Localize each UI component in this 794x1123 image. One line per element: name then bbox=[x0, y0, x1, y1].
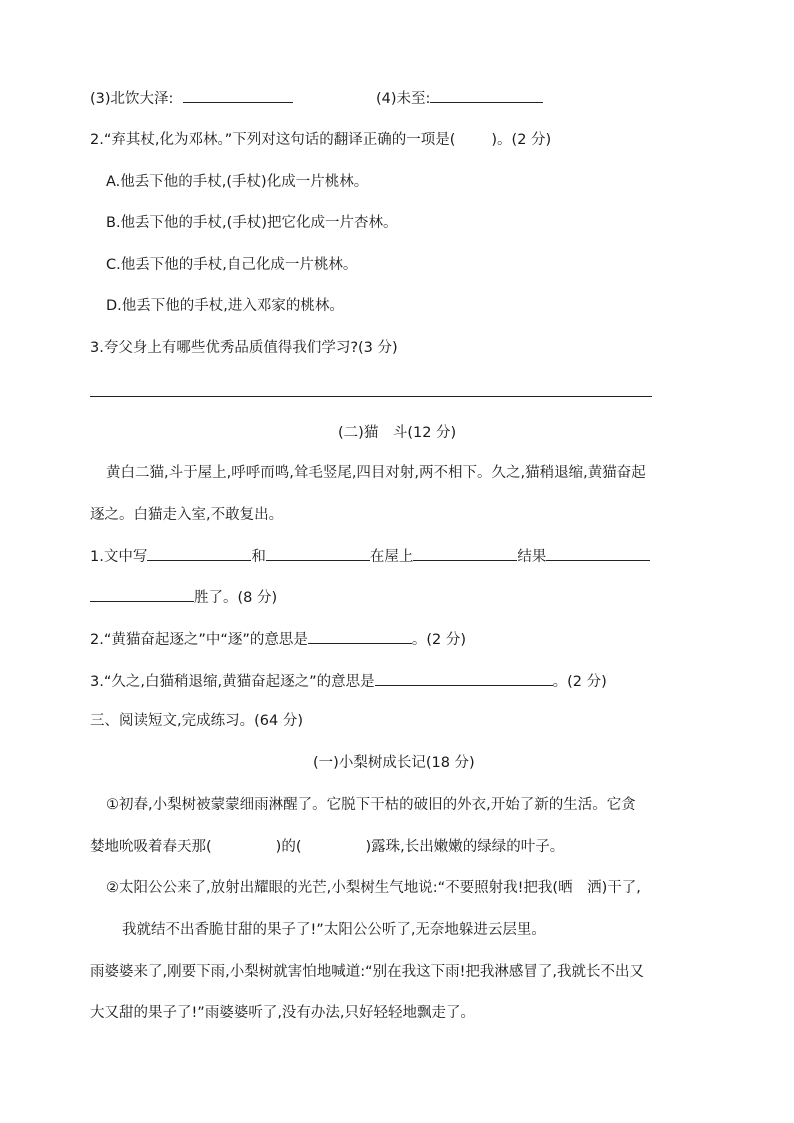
passage2-q1-blank3[interactable] bbox=[413, 546, 517, 561]
passage2-q1-part2: 和 bbox=[251, 549, 266, 565]
passage2-q1-cont bbox=[90, 587, 277, 608]
passage2-q3-blank[interactable] bbox=[375, 671, 553, 686]
passage2-q3 bbox=[90, 671, 607, 692]
section3-p1-line2 bbox=[90, 837, 564, 857]
passage2-q1 bbox=[90, 546, 650, 567]
passage2-q3-end: 。(2 分) bbox=[552, 674, 607, 690]
passage2-q1-blank1[interactable] bbox=[147, 546, 251, 561]
q1-item4-blank[interactable] bbox=[430, 88, 543, 103]
section3-p2-line2: 我就结不出香脆甘甜的果子了!”太阳公公听了,无奈地躲进云层里。 bbox=[122, 922, 546, 938]
section3-p1-part2: )的( bbox=[275, 839, 302, 855]
section3-heading: 三、阅读短文,完成练习。(64 分) bbox=[90, 713, 303, 729]
q2-option-b: B.他丢下他的手杖,(手杖)把它化成一片杏林。 bbox=[106, 215, 398, 231]
section3-p2-line1: ②太阳公公来了,放射出耀眼的光芒,小梨树生气地说:“不要照射我!把我(晒 洒)干了, bbox=[106, 880, 641, 896]
passage2-text-line1: 黄白二猫,斗于屋上,呼呼而鸣,耸毛竖尾,四目对射,两不相下。久之,猫稍退缩,黄猫奋起 bbox=[106, 465, 646, 481]
q2-option-a: A.他丢下他的手杖,(手杖)化成一片桃林。 bbox=[106, 174, 369, 190]
passage2-q1-part5: 胜了。(8 分) bbox=[194, 590, 278, 606]
section3-passage-title: (一)小梨树成长记(18 分) bbox=[313, 755, 475, 771]
section3-p1-line1: ①初春,小梨树被蒙蒙细雨淋醒了。它脱下干枯的破旧的外衣,开始了新的生活。它贪 bbox=[106, 797, 636, 813]
q2-stem bbox=[90, 130, 551, 150]
passage2-q1-blank2[interactable] bbox=[266, 546, 370, 561]
q3-stem: 3.夸父身上有哪些优秀品质值得我们学习?(3 分) bbox=[90, 340, 398, 356]
passage2-q1-part1: 1.文中写 bbox=[90, 549, 148, 565]
q1-item3-label: (3)北饮大泽: bbox=[90, 91, 174, 107]
passage2-q2-blank[interactable] bbox=[308, 629, 412, 644]
q2-option-d: D.他丢下他的手杖,进入邓家的桃林。 bbox=[106, 298, 344, 314]
passage2-q2 bbox=[90, 629, 466, 650]
passage2-q2-end: 。(2 分) bbox=[411, 632, 467, 648]
section3-p1-part3: )露珠,长出嫩嫩的绿绿的叶子。 bbox=[365, 839, 565, 855]
passage2-q1-part3: 在屋上 bbox=[369, 549, 414, 565]
section3-p3-line1: 雨婆婆来了,刚要下雨,小梨树就害怕地喊道:“别在我这下雨!把我淋感冒了,我就长不出又 bbox=[90, 964, 645, 980]
section3-p1-part1: 婪地吮吸着春天那( bbox=[90, 839, 212, 855]
q3-answer-line[interactable] bbox=[90, 396, 652, 397]
passage2-text-line2: 逐之。白猫走入室,不敢复出。 bbox=[90, 507, 284, 523]
passage2-q1-blank5[interactable] bbox=[90, 587, 194, 602]
q2-stem-start: 2.“弃其杖,化为邓林。”下列对这句话的翻译正确的一项是( bbox=[90, 132, 456, 148]
passage2-q3-stem: 3.“久之,白猫稍退缩,黄猫奋起逐之”的意思是 bbox=[90, 674, 375, 690]
q1-item3-blank[interactable] bbox=[183, 88, 293, 103]
q1-item4-label: (4)未至: bbox=[376, 91, 431, 107]
passage2-q1-part4: 结果 bbox=[517, 549, 547, 565]
q1-item3 bbox=[90, 88, 293, 109]
q1-item4 bbox=[376, 88, 543, 109]
q2-stem-end: )。(2 分) bbox=[491, 132, 552, 148]
section3-p3-line2: 大又甜的果子了!”雨婆婆听了,没有办法,只好轻轻地飘走了。 bbox=[90, 1005, 476, 1021]
passage2-title: (二)猫 斗(12 分) bbox=[338, 425, 457, 441]
q2-option-c: C.他丢下他的手杖,自己化成一片桃林。 bbox=[106, 257, 358, 273]
passage2-q1-blank4[interactable] bbox=[546, 546, 650, 561]
passage2-q2-stem: 2.“黄猫奋起逐之”中“逐”的意思是 bbox=[90, 632, 308, 648]
